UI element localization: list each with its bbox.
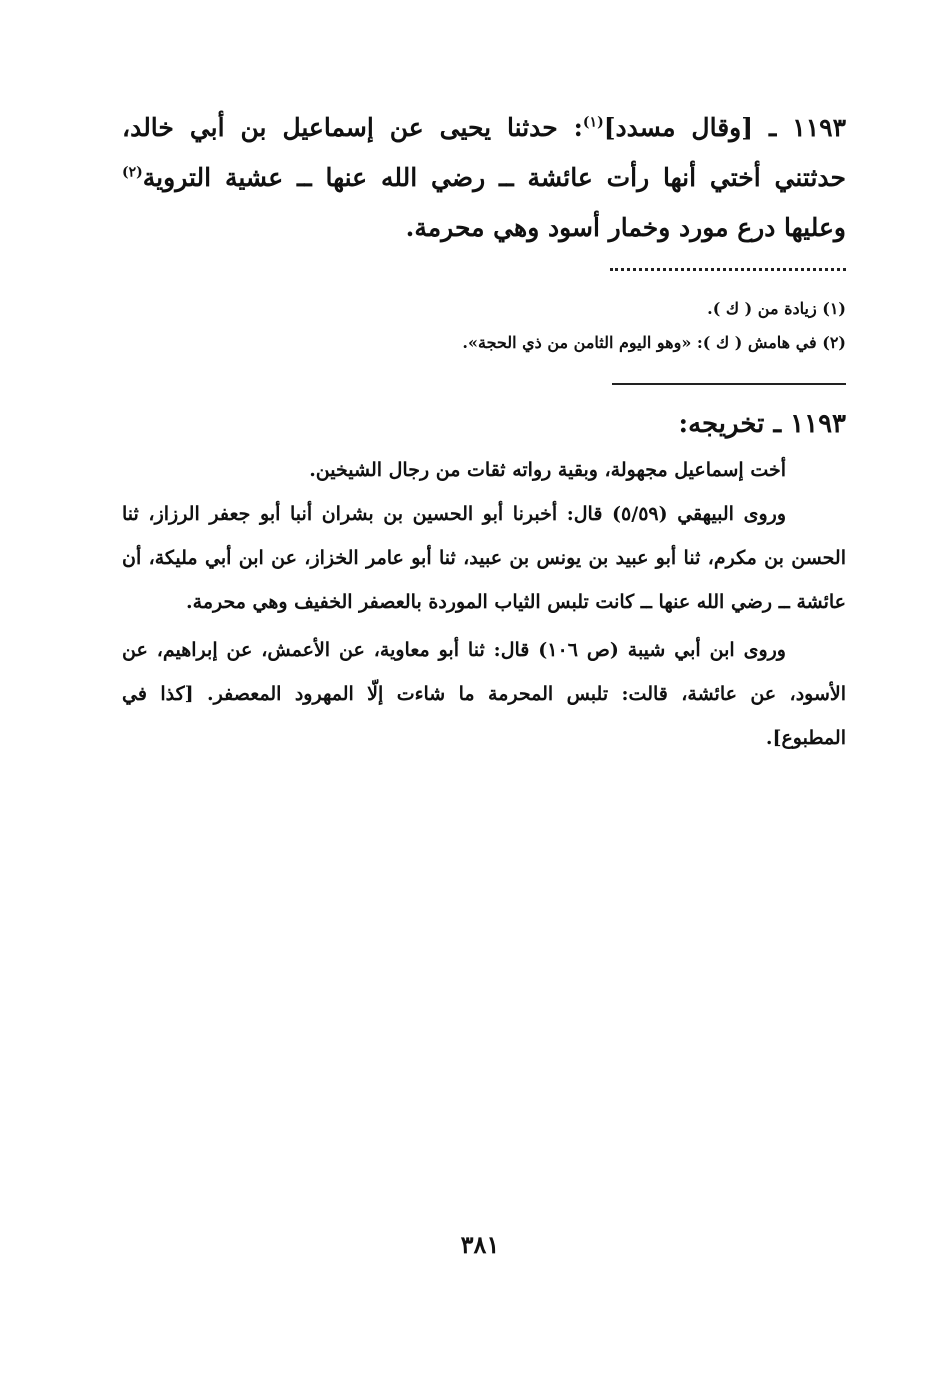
- footnote-text: في هامش ( ك ): «وهو اليوم الثامن من ذي الحجة».: [462, 333, 817, 352]
- takhrij-heading: ١١٩٣ ـ تخريجه:: [678, 409, 846, 439]
- hadith-number: ١١٩٣: [792, 113, 846, 142]
- footnote-item: [122, 326, 846, 360]
- footnotes: [122, 292, 846, 360]
- footnote-item: [122, 292, 846, 326]
- page-number: ٣٨١: [460, 1230, 500, 1259]
- hadith-text-part1: [وقال مسدد]: [603, 113, 754, 142]
- section-divider: [612, 383, 846, 385]
- footnote-marker: (٢): [822, 333, 846, 352]
- footnote-marker: (١): [822, 299, 846, 318]
- takhrij-paragraph: وروى ابن أبي شيبة (ص ١٠٦) قال: ثنا أبو معاوية، عن الأعمش، عن إبراهيم، عن الأسود، عن عائشة، قالت: تلبس المحرمة ما شاءت إلّا المهرود المعصفر. [كذا في المطبوع].: [122, 639, 846, 749]
- footnote-text: زيادة من ( ك ).: [707, 299, 817, 318]
- takhrij-paragraph: وروى البيهقي (٥/٥٩) قال: أخبرنا أبو الحسين بن بشران أنبا أبو جعفر الرزاز، ثنا الحسن بن مكرم، ثنا أبو عبيد بن يونس بن عبيد، ثنا أبو عامر الخزاز، عن ابن أبي مليكة، أن عائشة ــ رضي الله عنها ــ كانت تلبس الثياب الموردة بالعصفر الخفيف وهي محرمة.: [122, 503, 846, 613]
- hadith-text: [122, 103, 846, 253]
- hadith-dash: ـ: [753, 113, 793, 142]
- hadith-text-part3: وعليها درع مورد وخمار أسود وهي محرمة.: [405, 213, 846, 242]
- footnote-separator-dots: [610, 268, 846, 275]
- takhrij-body: [122, 448, 846, 760]
- takhrij-paragraph: أخت إسماعيل مجهولة، وبقية رواته ثقات من رجال الشيخين.: [309, 459, 786, 481]
- hadith-text-part2: : حدثنا يحيى عن إسماعيل بن أبي خالد، حدثتني أختي أنها رأت عائشة ــ رضي الله عنها ــ عشية التروية: [122, 113, 846, 192]
- footnote-ref-2: (٢): [122, 164, 143, 181]
- footnote-ref-1: (١): [582, 114, 604, 131]
